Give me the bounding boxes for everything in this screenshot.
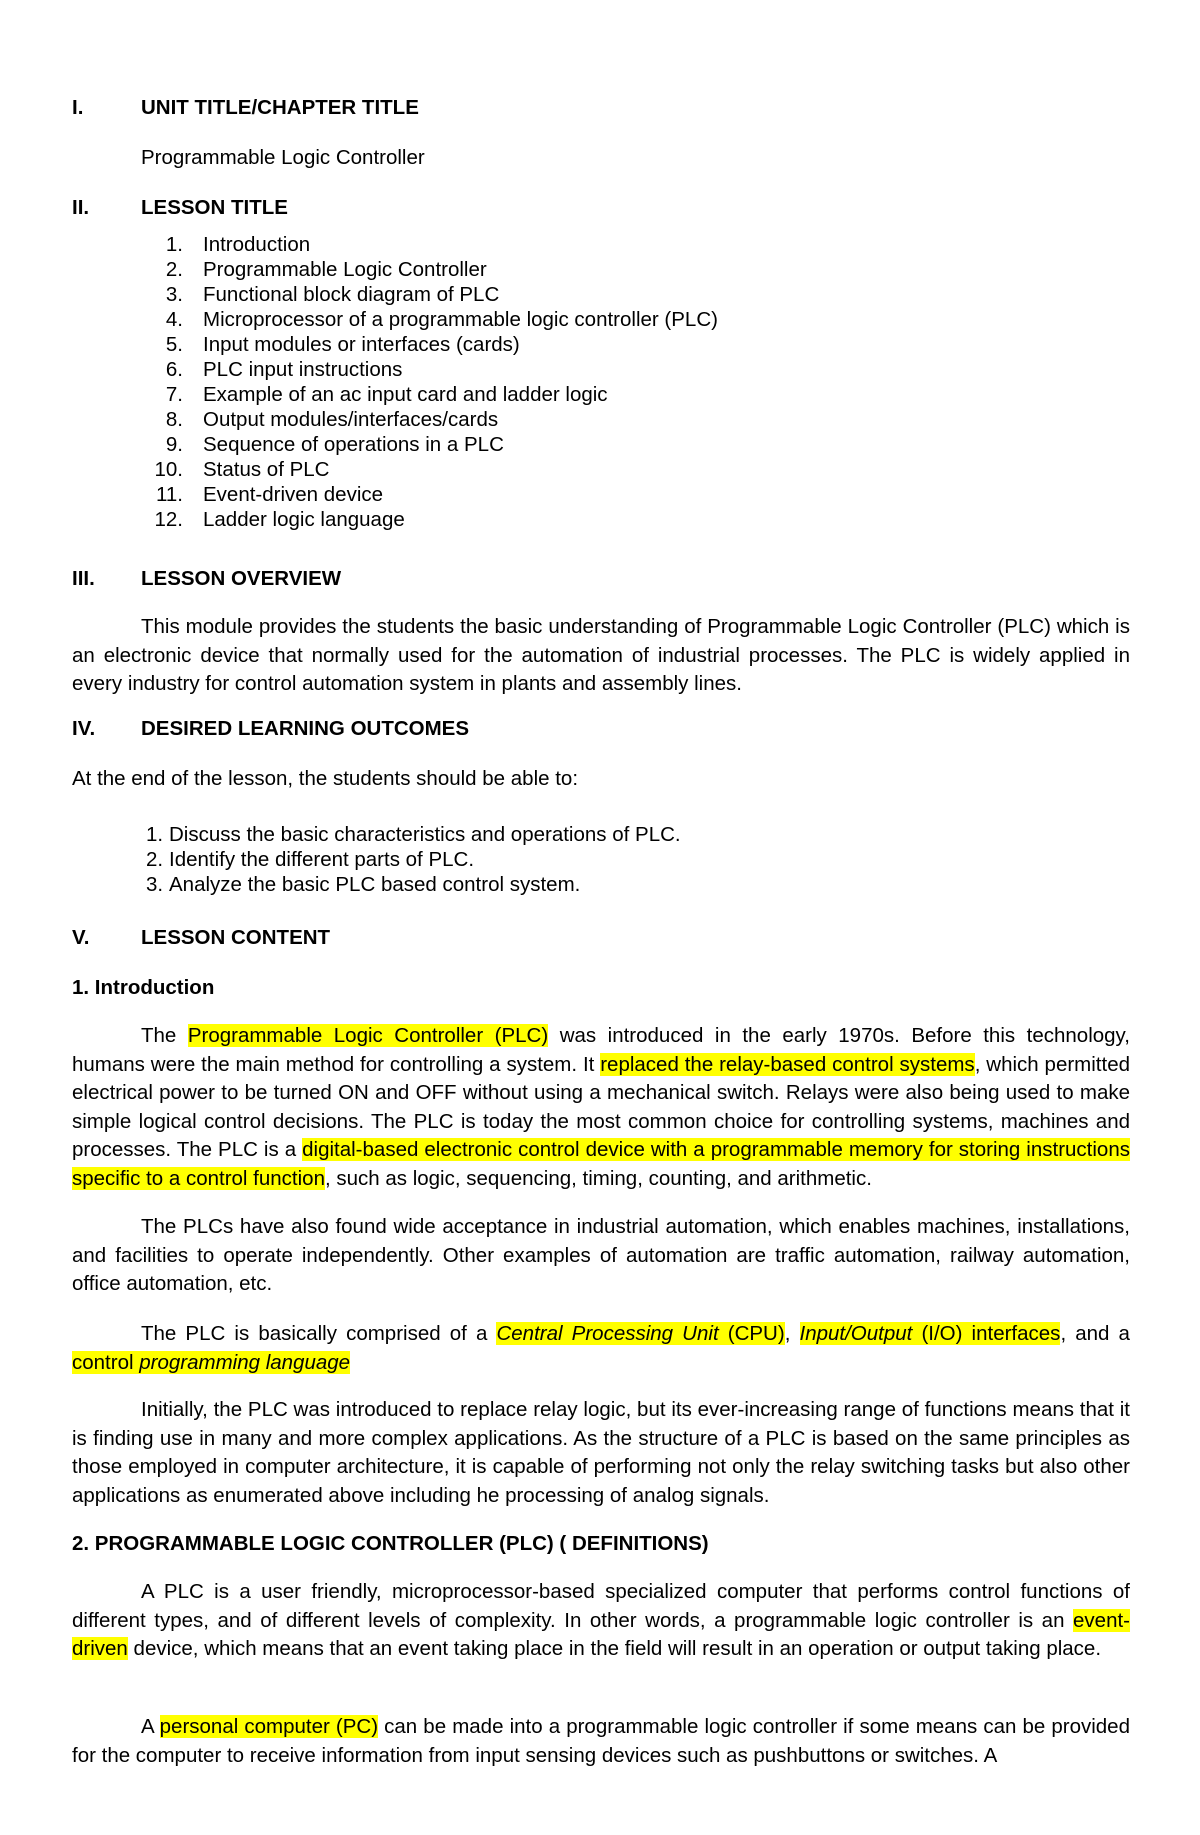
intro-paragraph-3: The PLC is basically comprised of a Central Processing Unit (CPU), Input/Output (I/O) interfaces, and a control programming language [72,1322,1130,1374]
intro-paragraph-1: The Programmable Logic Controller (PLC) was introduced in the early 1970s. Before this technology, humans were the main method for controlling a system. It replaced the relay-based control systems, which permitted electrical power to be turned ON and OFF without using a mechanical switch. Relays were also being used to make simple logical control decisions. The PLC is today the most common choice for controlling systems, machines and processes. The PLC is a digital-based electronic control device with a programmable memory for storing instructions specific to a control function, such as logic, sequencing, timing, counting, and arithmetic. [72,1024,1130,1190]
outcome-number: 2. [146,848,164,871]
highlight: replaced the relay-based control systems [600,1052,975,1076]
list-item: Sequence of operations in a PLC [203,433,504,456]
highlight: digital-based electronic control device with a programmable memory for storing instructions specific to a control function [72,1138,1130,1190]
list-item-number: 2. [165,258,183,281]
outcome-item: Discuss the basic characteristics and operations of PLC. [169,823,681,846]
list-item: Example of an ac input card and ladder logic [203,383,608,406]
list-item: Introduction [203,233,311,256]
list-item: Output modules/interfaces/cards [203,408,499,431]
list-item: Microprocessor of a programmable logic controller (PLC) [203,308,718,331]
list-item-number: 5. [165,333,183,356]
highlight: Input/Output (I/O) interfaces [799,1322,1061,1345]
section-5-title: LESSON CONTENT [141,926,331,949]
highlight: control programming language [72,1350,351,1374]
outcome-number: 1. [146,823,164,846]
introduction-heading: 1. Introduction [72,976,215,999]
section-1-numeral: I. [72,96,84,119]
outcome-number: 3. [146,873,164,896]
list-item-number: 8. [165,408,183,431]
section-3-numeral: III. [72,567,95,590]
list-item-number: 12. [154,508,183,531]
definitions-paragraph-2: A personal computer (PC) can be made into a programmable logic controller if some means can be provided for the computer to receive information from input sensing devices such as pushbuttons or switches. A [72,1715,1130,1767]
list-item-number: 9. [165,433,183,456]
highlight: event-driven [72,1608,1130,1660]
section-2-numeral: II. [72,196,90,219]
list-item-number: 10. [154,458,183,481]
section-3-title: LESSON OVERVIEW [141,567,342,590]
list-item: PLC input instructions [203,358,403,381]
overview-paragraph: This module provides the students the basic understanding of Programmable Logic Controller (PLC) which is an electronic device that normally used for the automation of industrial processes. The PLC is widely applied in every industry for control automation system in plants and assembly lines. [72,615,1130,695]
definitions-heading: 2. PROGRAMMABLE LOGIC CONTROLLER (PLC) ( DEFINITIONS) [72,1532,709,1555]
list-item-number: 1. [165,233,183,256]
list-item: Input modules or interfaces (cards) [203,333,520,356]
section-2-title: LESSON TITLE [141,196,288,219]
list-item: Status of PLC [203,458,330,481]
list-item-number: 3. [165,283,183,306]
list-item-number: 11. [156,483,183,506]
list-item-number: 7. [165,383,183,406]
list-item: Ladder logic language [203,508,405,531]
section-4-numeral: IV. [72,717,96,740]
list-item: Event-driven device [203,483,384,506]
section-4-title: DESIRED LEARNING OUTCOMES [141,717,470,740]
list-item-number: 4. [165,308,183,331]
outcome-item: Identify the different parts of PLC. [169,848,475,871]
list-item: Programmable Logic Controller [203,258,487,281]
unit-title-text: Programmable Logic Controller [141,146,425,169]
list-item-number: 6. [165,358,183,381]
list-item: Functional block diagram of PLC [203,283,500,306]
intro-paragraph-4: Initially, the PLC was introduced to replace relay logic, but its ever-increasing range of functions means that it is finding use in many and more complex applications. As the structure of a PLC is based on the same principles as those employed in computer architecture, it is capable of performing not only the relay switching tasks but also other applications as enumerated above including he processing of analog signals. [72,1398,1130,1507]
intro-paragraph-2: The PLCs have also found wide acceptance in industrial automation, which enables machines, installations, and facilities to operate independently. Other examples of automation are traffic automation, railway automation, office automation, etc. [72,1215,1130,1295]
section-1-title: UNIT TITLE/CHAPTER TITLE [141,96,419,119]
highlight: Central Processing Unit (CPU) [496,1322,785,1345]
definitions-paragraph-1: A PLC is a user friendly, microprocessor-based specialized computer that performs control functions of different types, and of different levels of complexity. In other words, a programmable logic controller is an event-driven device, which means that an event taking place in the field will result in an operation or output taking place. [72,1580,1130,1660]
outcomes-intro: At the end of the lesson, the students should be able to: [72,767,579,790]
highlight: personal computer (PC) [159,1715,379,1738]
highlight: Programmable Logic Controller (PLC) [187,1024,549,1047]
outcome-item: Analyze the basic PLC based control system. [169,873,581,896]
section-5-numeral: V. [72,926,90,949]
